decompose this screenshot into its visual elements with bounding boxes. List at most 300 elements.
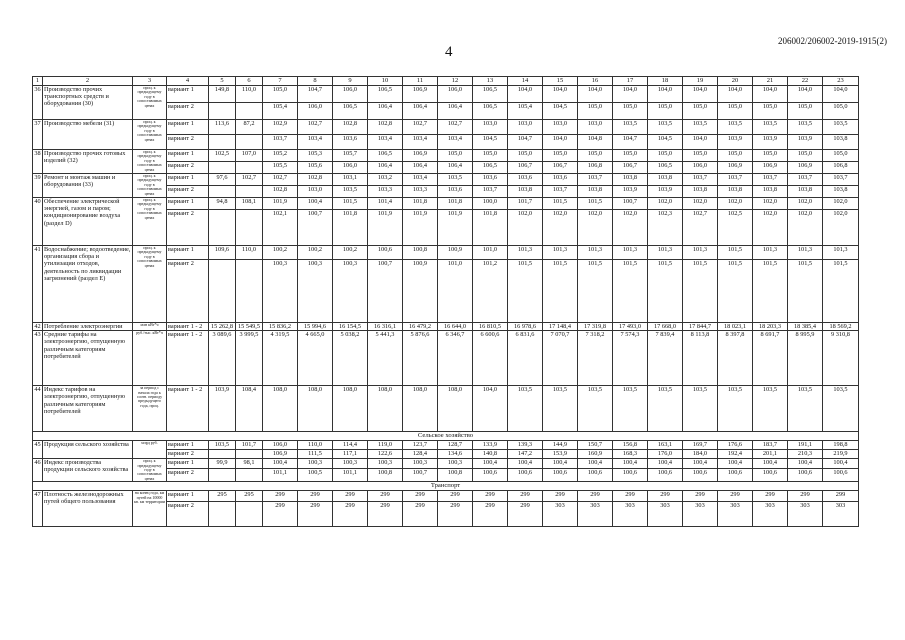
header-cell: 16: [578, 77, 613, 86]
unit-label: млрд руб.: [133, 441, 167, 459]
value-cell: 103,4: [438, 135, 473, 150]
value-cell: 104,0: [543, 135, 578, 150]
value-cell: 104,0: [683, 86, 718, 103]
value-cell: 106,5: [368, 86, 403, 103]
value-cell: 104,0: [508, 86, 543, 103]
value-cell: 18 385,4: [788, 323, 823, 331]
value-cell: 15 994,6: [298, 323, 333, 331]
value-cell: 119,0: [368, 441, 403, 450]
value-cell: 103,7: [683, 174, 718, 186]
header-cell: 5: [209, 77, 236, 86]
value-cell: 198,8: [823, 441, 859, 450]
table-row: [33, 174, 859, 186]
header-cell: 17: [613, 77, 648, 86]
value-cell: 105,0: [578, 150, 613, 162]
variant-label: вариант 1 - 2: [167, 323, 209, 331]
indicator-name: Индекс производства продукции сельского хозяйства: [43, 459, 133, 482]
value-cell: 169,7: [683, 441, 718, 450]
header-cell: 21: [753, 77, 788, 86]
row-number: 39: [33, 174, 43, 198]
value-cell: 150,7: [578, 441, 613, 450]
value-cell: 108,0: [368, 386, 403, 432]
indicator-name: Производство прочих готовых изделий (32): [43, 150, 133, 174]
value-cell: 100,6: [613, 469, 648, 482]
value-cell: 103,8: [823, 135, 859, 150]
value-cell: 102,0: [578, 210, 613, 246]
value-cell: 103,7: [543, 186, 578, 198]
value-cell: 101,5: [578, 260, 613, 323]
value-cell: 103,0: [508, 120, 543, 135]
value-cell: 8 113,8: [683, 331, 718, 386]
value-cell: 106,4: [403, 103, 438, 120]
value-cell: 299: [263, 491, 298, 502]
value-cell: 102,0: [613, 210, 648, 246]
value-cell: [236, 210, 263, 246]
value-cell: 103,7: [473, 186, 508, 198]
value-cell: 106,0: [438, 86, 473, 103]
value-cell: 15 262,8: [209, 323, 236, 331]
value-cell: 140,8: [473, 450, 508, 459]
value-cell: 101,5: [543, 198, 578, 210]
value-cell: 105,0: [823, 103, 859, 120]
table-row: [33, 441, 859, 450]
value-cell: 100,4: [508, 459, 543, 469]
value-cell: 299: [403, 502, 438, 527]
value-cell: 303: [788, 502, 823, 527]
value-cell: 108,0: [333, 386, 368, 432]
value-cell: 102,0: [823, 210, 859, 246]
value-cell: 105,0: [263, 86, 298, 103]
variant-label: вариант 2: [167, 450, 209, 459]
value-cell: 5 038,2: [333, 331, 368, 386]
variant-label: вариант 1: [167, 246, 209, 260]
value-cell: 105,3: [298, 150, 333, 162]
value-cell: 103,0: [298, 186, 333, 198]
variant-label: вариант 2: [167, 469, 209, 482]
value-cell: 295: [209, 491, 236, 502]
value-cell: 101,5: [648, 260, 683, 323]
variant-label: вариант 1: [167, 174, 209, 186]
value-cell: 101,9: [368, 210, 403, 246]
value-cell: 100,4: [298, 198, 333, 210]
value-cell: 299: [333, 502, 368, 527]
value-cell: 104,7: [508, 135, 543, 150]
unit-label: проц. к предыдущему году в сопоставимых ценах: [133, 246, 167, 323]
value-cell: 7 070,7: [543, 331, 578, 386]
row-number: 41: [33, 246, 43, 323]
value-cell: 100,7: [298, 210, 333, 246]
value-cell: 16 644,0: [438, 323, 473, 331]
value-cell: 105,5: [263, 162, 298, 174]
value-cell: [236, 502, 263, 527]
unit-label: проц. к предыдущему году в сопоставимых ценах: [133, 459, 167, 482]
value-cell: 103,4: [403, 135, 438, 150]
value-cell: 94,8: [209, 198, 236, 210]
header-cell: 6: [236, 77, 263, 86]
value-cell: 100,4: [648, 459, 683, 469]
value-cell: 106,5: [368, 150, 403, 162]
value-cell: 102,0: [823, 198, 859, 210]
value-cell: 103,7: [263, 135, 298, 150]
value-cell: 219,9: [823, 450, 859, 459]
value-cell: 106,7: [508, 162, 543, 174]
value-cell: 100,4: [613, 459, 648, 469]
value-cell: 192,4: [718, 450, 753, 459]
indicator-name: Ремонт и монтаж машин и оборудования (33): [43, 174, 133, 198]
indicator-name: Водоснабжение; водоотведение, организация сбора и утилизации отходов, деятельность по ликвидации загрязнений (раздел E): [43, 246, 133, 323]
value-cell: 100,3: [333, 459, 368, 469]
header-cell: 8: [298, 77, 333, 86]
value-cell: 102,0: [718, 198, 753, 210]
value-cell: 113,6: [209, 120, 236, 135]
value-cell: 101,3: [508, 246, 543, 260]
value-cell: 103,7: [718, 174, 753, 186]
value-cell: 87,2: [236, 120, 263, 135]
value-cell: 103,5: [578, 386, 613, 432]
value-cell: 100,6: [473, 469, 508, 482]
value-cell: 103,9: [788, 135, 823, 150]
header-cell: 3: [133, 77, 167, 86]
value-cell: 7 574,3: [613, 331, 648, 386]
value-cell: 100,3: [438, 459, 473, 469]
value-cell: 104,0: [473, 386, 508, 432]
variant-label: вариант 1: [167, 86, 209, 103]
value-cell: 103,9: [648, 186, 683, 198]
value-cell: 299: [508, 491, 543, 502]
value-cell: 299: [613, 491, 648, 502]
value-cell: 183,7: [753, 441, 788, 450]
variant-label: вариант 2: [167, 162, 209, 174]
value-cell: 102,0: [753, 210, 788, 246]
table-row: [33, 86, 859, 103]
value-cell: 105,4: [508, 103, 543, 120]
value-cell: 103,5: [648, 386, 683, 432]
value-cell: 100,6: [368, 246, 403, 260]
table-row: [33, 246, 859, 260]
header-cell: 23: [823, 77, 859, 86]
value-cell: 108,4: [236, 386, 263, 432]
value-cell: 299: [473, 502, 508, 527]
value-cell: 101,3: [648, 246, 683, 260]
value-cell: 8 995,9: [788, 331, 823, 386]
value-cell: 303: [648, 502, 683, 527]
value-cell: 103,6: [333, 135, 368, 150]
value-cell: 102,1: [263, 210, 298, 246]
indicator-name: Обеспечение электрической энергией, газом и паром; кондиционирование воздуха (раздел D): [43, 198, 133, 246]
variant-label: вариант 1: [167, 198, 209, 210]
value-cell: 103,4: [368, 135, 403, 150]
value-cell: 16 978,6: [508, 323, 543, 331]
value-cell: [209, 210, 236, 246]
value-cell: 102,0: [508, 210, 543, 246]
value-cell: 103,8: [683, 186, 718, 198]
value-cell: 100,6: [823, 469, 859, 482]
value-cell: 102,7: [298, 120, 333, 135]
value-cell: 105,0: [753, 150, 788, 162]
value-cell: 100,4: [823, 459, 859, 469]
value-cell: 105,0: [438, 150, 473, 162]
value-cell: 104,0: [648, 86, 683, 103]
value-cell: 105,0: [788, 150, 823, 162]
value-cell: 299: [473, 491, 508, 502]
unit-label: за период с начала года к соотв. периоду предыдущего года, проц.: [133, 386, 167, 432]
value-cell: 153,9: [543, 450, 578, 459]
value-cell: 104,0: [683, 135, 718, 150]
value-cell: 102,0: [648, 198, 683, 210]
value-cell: 117,1: [333, 450, 368, 459]
value-cell: 100,4: [753, 459, 788, 469]
value-cell: 103,6: [543, 174, 578, 186]
variant-label: вариант 1: [167, 150, 209, 162]
value-cell: 103,0: [578, 120, 613, 135]
row-number: 36: [33, 86, 43, 120]
value-cell: 16 316,1: [368, 323, 403, 331]
value-cell: 106,9: [403, 150, 438, 162]
value-cell: 107,0: [236, 150, 263, 162]
value-cell: 101,5: [823, 260, 859, 323]
value-cell: 100,3: [263, 260, 298, 323]
value-cell: 105,0: [648, 103, 683, 120]
value-cell: 6 831,6: [508, 331, 543, 386]
value-cell: 108,0: [298, 386, 333, 432]
variant-label: вариант 2: [167, 135, 209, 150]
value-cell: 106,8: [823, 162, 859, 174]
value-cell: 100,8: [403, 246, 438, 260]
variant-label: вариант 2: [167, 210, 209, 246]
value-cell: 106,4: [438, 103, 473, 120]
value-cell: 105,0: [683, 150, 718, 162]
value-cell: 103,4: [298, 135, 333, 150]
variant-label: вариант 1: [167, 120, 209, 135]
value-cell: 303: [683, 502, 718, 527]
value-cell: 101,3: [753, 246, 788, 260]
value-cell: 103,5: [543, 386, 578, 432]
value-cell: 100,6: [788, 469, 823, 482]
value-cell: 103,4: [403, 174, 438, 186]
value-cell: 163,1: [648, 441, 683, 450]
value-cell: 299: [788, 491, 823, 502]
value-cell: 111,5: [298, 450, 333, 459]
value-cell: 104,8: [578, 135, 613, 150]
value-cell: 101,5: [718, 246, 753, 260]
value-cell: 100,4: [578, 459, 613, 469]
value-cell: 103,8: [613, 174, 648, 186]
value-cell: 103,5: [683, 120, 718, 135]
value-cell: 100,9: [438, 246, 473, 260]
value-cell: 106,9: [263, 450, 298, 459]
value-cell: 101,9: [438, 210, 473, 246]
indicator-name: Средние тарифы на электроэнергию, отпущенную различным категориям потребителей: [43, 331, 133, 386]
value-cell: 122,6: [368, 450, 403, 459]
value-cell: 17 148,4: [543, 323, 578, 331]
value-cell: 106,9: [788, 162, 823, 174]
value-cell: 99,9: [209, 459, 236, 469]
value-cell: 104,7: [613, 135, 648, 150]
value-cell: 103,5: [718, 120, 753, 135]
value-cell: 108,0: [403, 386, 438, 432]
value-cell: 100,0: [473, 198, 508, 210]
value-cell: 106,8: [578, 162, 613, 174]
value-cell: 299: [368, 491, 403, 502]
value-cell: 104,0: [543, 86, 578, 103]
unit-label: руб./тыс. кВт*ч: [133, 331, 167, 386]
value-cell: 100,7: [403, 469, 438, 482]
value-cell: 106,5: [333, 103, 368, 120]
row-number: 42: [34, 323, 41, 330]
value-cell: 103,5: [823, 386, 859, 432]
value-cell: 110,0: [298, 441, 333, 450]
value-cell: 105,0: [508, 150, 543, 162]
value-cell: 103,5: [613, 120, 648, 135]
value-cell: 299: [543, 491, 578, 502]
value-cell: 147,2: [508, 450, 543, 459]
value-cell: 105,0: [473, 150, 508, 162]
value-cell: 106,4: [403, 162, 438, 174]
value-cell: 105,6: [298, 162, 333, 174]
value-cell: 101,7: [508, 198, 543, 210]
value-cell: 101,1: [263, 469, 298, 482]
value-cell: 100,6: [578, 469, 613, 482]
table-row: [33, 198, 859, 210]
value-cell: [209, 260, 236, 323]
value-cell: 105,0: [788, 103, 823, 120]
value-cell: 105,4: [263, 103, 298, 120]
value-cell: 103,1: [333, 174, 368, 186]
value-cell: 103,0: [473, 120, 508, 135]
value-cell: 210,3: [788, 450, 823, 459]
value-cell: 101,5: [543, 260, 578, 323]
value-cell: [236, 103, 263, 120]
value-cell: 133,9: [473, 441, 508, 450]
value-cell: 299: [333, 491, 368, 502]
table-row: [33, 150, 859, 162]
value-cell: 101,5: [683, 260, 718, 323]
value-cell: 103,5: [613, 386, 648, 432]
value-cell: 100,2: [263, 246, 298, 260]
header-cell: 20: [718, 77, 753, 86]
value-cell: 100,9: [403, 260, 438, 323]
value-cell: 104,7: [298, 86, 333, 103]
value-cell: 4 665,0: [298, 331, 333, 386]
value-cell: 139,3: [508, 441, 543, 450]
value-cell: 128,4: [403, 450, 438, 459]
value-cell: 144,9: [543, 441, 578, 450]
value-cell: 103,7: [823, 174, 859, 186]
value-cell: [209, 450, 236, 459]
table-row: [33, 386, 859, 432]
value-cell: 105,0: [543, 150, 578, 162]
value-cell: 102,0: [788, 210, 823, 246]
section-row: [33, 482, 859, 491]
row-number: 43: [33, 331, 43, 386]
value-cell: 103,5: [718, 386, 753, 432]
value-cell: 101,7: [236, 441, 263, 450]
value-cell: 184,0: [683, 450, 718, 459]
value-cell: 5 876,6: [403, 331, 438, 386]
value-cell: 102,0: [543, 210, 578, 246]
variant-label: вариант 1 - 2: [167, 331, 209, 386]
value-cell: 106,4: [368, 103, 403, 120]
row-number: 47: [33, 491, 43, 527]
row-number: 46: [33, 459, 43, 482]
value-cell: 17 493,0: [613, 323, 648, 331]
header-cell: 22: [788, 77, 823, 86]
value-cell: 101,5: [578, 198, 613, 210]
value-cell: 102,7: [403, 120, 438, 135]
value-cell: 103,9: [613, 186, 648, 198]
value-cell: 100,6: [648, 469, 683, 482]
value-cell: 18 569,2: [823, 323, 859, 331]
value-cell: 105,7: [333, 150, 368, 162]
value-cell: 100,4: [543, 459, 578, 469]
value-cell: 100,7: [613, 198, 648, 210]
value-cell: 299: [298, 491, 333, 502]
value-cell: 103,5: [788, 120, 823, 135]
value-cell: 101,0: [473, 246, 508, 260]
value-cell: 101,5: [508, 260, 543, 323]
value-cell: 105,0: [613, 103, 648, 120]
value-cell: 103,3: [368, 186, 403, 198]
value-cell: 102,7: [263, 174, 298, 186]
value-cell: 104,5: [648, 135, 683, 150]
value-cell: 3 089,6: [209, 331, 236, 386]
row-number: 40: [33, 198, 43, 246]
indicator-name: Производство прочих транспортных средств и оборудования (30): [43, 86, 133, 120]
indicator-name: Плотность железнодорожных путей общего пользования: [43, 491, 133, 527]
value-cell: 104,0: [578, 86, 613, 103]
row-number: 37: [33, 120, 43, 150]
value-cell: 104,5: [473, 135, 508, 150]
value-cell: 104,0: [613, 86, 648, 103]
value-cell: 102,5: [209, 150, 236, 162]
section-row: [33, 432, 859, 441]
value-cell: 106,5: [473, 86, 508, 103]
table-row: [33, 323, 859, 331]
value-cell: 103,5: [333, 186, 368, 198]
value-cell: 103,8: [753, 186, 788, 198]
value-cell: 105,0: [648, 150, 683, 162]
value-cell: 101,3: [613, 246, 648, 260]
value-cell: 299: [438, 491, 473, 502]
variant-label: вариант 2: [167, 502, 209, 527]
value-cell: 104,0: [788, 86, 823, 103]
value-cell: 101,9: [263, 198, 298, 210]
value-cell: 299: [368, 502, 403, 527]
unit-label: млн кВт*ч: [133, 323, 167, 331]
value-cell: 299: [508, 502, 543, 527]
value-cell: 102,7: [683, 210, 718, 246]
value-cell: 103,8: [578, 186, 613, 198]
value-cell: 103,7: [753, 174, 788, 186]
value-cell: 101,1: [333, 469, 368, 482]
value-cell: 103,5: [823, 120, 859, 135]
value-cell: 100,4: [683, 459, 718, 469]
value-cell: 102,7: [438, 120, 473, 135]
value-cell: 295: [236, 491, 263, 502]
header-row: [33, 77, 859, 86]
value-cell: 299: [823, 491, 859, 502]
value-cell: 303: [718, 502, 753, 527]
row-number: 45: [33, 441, 43, 459]
document-id: 206002/206002-2019-1915(2): [778, 36, 887, 46]
row-number: 38: [33, 150, 43, 174]
header-cell: 14: [508, 77, 543, 86]
value-cell: 5 441,3: [368, 331, 403, 386]
header-cell: 19: [683, 77, 718, 86]
value-cell: 299: [298, 502, 333, 527]
value-cell: 201,1: [753, 450, 788, 459]
value-cell: 101,5: [613, 260, 648, 323]
